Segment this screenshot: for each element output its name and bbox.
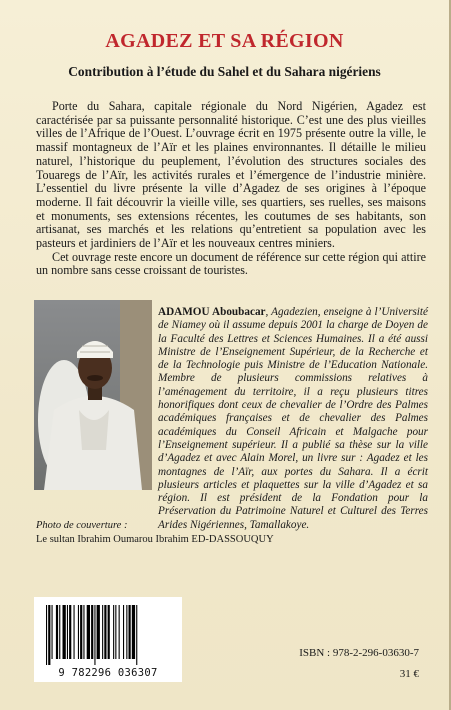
summary-blurb <box>36 100 426 278</box>
barcode <box>34 597 182 682</box>
summary-paragraph-1: Porte du Sahara, capitale régionale du Nord Nigérien, Agadez est caractérisée par sa puissante personnalité historique. C’est une des plus vieilles villes de l’Afrique de l’Ouest. L’ouvrage écrit en 1975 présente outre la ville, le massif montagneux de l’Aïr et les plaines environnantes. Il détaille le milieu naturel, l’historique du peuplement, l’évolution des structures sociales des Touaregs de l’Aïr, les activités rurales et l’émergence de l’industrie minière. L’essentiel du livre présente la ville d’Agadez de ses origines à l’époque moderne. Il fait découvrir la vieille ville, ses quartiers, ses ruelles, ses maisons et monuments, ses extensions récentes, les coutumes de ses habitants, son artisanat, ses marchés et les relations qu’entretient sa population avec les pasteurs et jardiniers de l’Aïr et les nouveaux centres miniers. <box>36 99 426 251</box>
barcode-digits: 9 782296 036307 <box>58 667 158 679</box>
barcode-bar <box>123 605 124 659</box>
barcode-bar <box>48 605 50 665</box>
barcode-bar <box>67 605 68 659</box>
barcode-bar <box>87 605 90 659</box>
barcode-bar <box>69 605 71 659</box>
barcode-bar <box>52 605 53 659</box>
isbn: ISBN : 978-2-296-03630-7 <box>299 647 419 659</box>
barcode-bar <box>74 605 75 659</box>
barcode-bar <box>119 605 120 659</box>
book-subtitle: Contribution à l’étude du Sahel et du Sahara nigériens <box>68 64 381 79</box>
author-photo <box>34 300 152 490</box>
book-title: AGADEZ ET SA RÉGION <box>105 30 344 52</box>
summary-paragraph-2: Cet ouvrage reste encore un document de référence sur cette région qui attire un nombre sans cesse croissant de touristes. <box>36 249 426 278</box>
barcode-bar <box>126 605 127 659</box>
barcode-bar <box>80 605 82 659</box>
barcode-bar <box>46 605 47 665</box>
barcode-bar <box>115 605 116 659</box>
barcode-bar <box>104 605 106 659</box>
barcode-bar <box>91 605 93 659</box>
author-bio-text: , Agadezien, enseigne à l’Université de Niamey où il assume depuis 2001 la charge de Doyen de la Faculté des Lettres et Sciences Humaines. Il a été aussi Ministre de l’Enseignement Supérieur, de la Recherche et de la Technologie puis Ministre de l’Education Nationale. Membre de plusieurs commissions relatives à l’aménagement du territoire, il a reçu plusieurs titres honorifiques dont ceux de chevalier de l’Ordre des Palmes académiques françaises et de chevalier des Palmes académiques du Conseil Africain et Malgache pour l’Enseignement supérieur. Il a publié sa thèse sur la ville d’Agadez et avec Alain Morel, un livre sur : Agadez et les montagnes de l’Aïr, aux portes du Sahara. Il a écrit plusieurs articles et plaquettes sur la ville d’Agadez et sa région. Il est président de la Fondation pour la Préservation du Patrimoine Naturel et Culturel des Terres Arides Nigériennes, Tamallakoye. <box>158 306 428 531</box>
barcode-bar <box>78 605 79 659</box>
barcode-bars <box>34 601 182 671</box>
barcode-bar <box>94 605 95 665</box>
barcode-bar <box>108 605 110 659</box>
barcode-bar <box>56 605 58 659</box>
barcode-bar <box>59 605 60 659</box>
barcode-bar <box>63 605 66 659</box>
photo-credit-name: Le sultan Ibrahim Oumarou Ibrahim ED-DASSOUQUY <box>36 534 274 545</box>
price: 31 € <box>399 668 419 680</box>
barcode-bar <box>132 605 135 659</box>
photo-credit-label: Photo de couverture : <box>36 520 128 531</box>
barcode-bar <box>129 605 131 659</box>
barcode-bar <box>97 605 100 659</box>
author-name: ADAMOU Aboubacar <box>158 306 266 318</box>
barcode-bar <box>113 605 114 659</box>
author-photo-illustration <box>34 300 152 490</box>
barcode-bar <box>83 605 84 659</box>
barcode-bar <box>136 605 137 665</box>
author-biography <box>158 306 428 532</box>
barcode-bar <box>102 605 103 659</box>
